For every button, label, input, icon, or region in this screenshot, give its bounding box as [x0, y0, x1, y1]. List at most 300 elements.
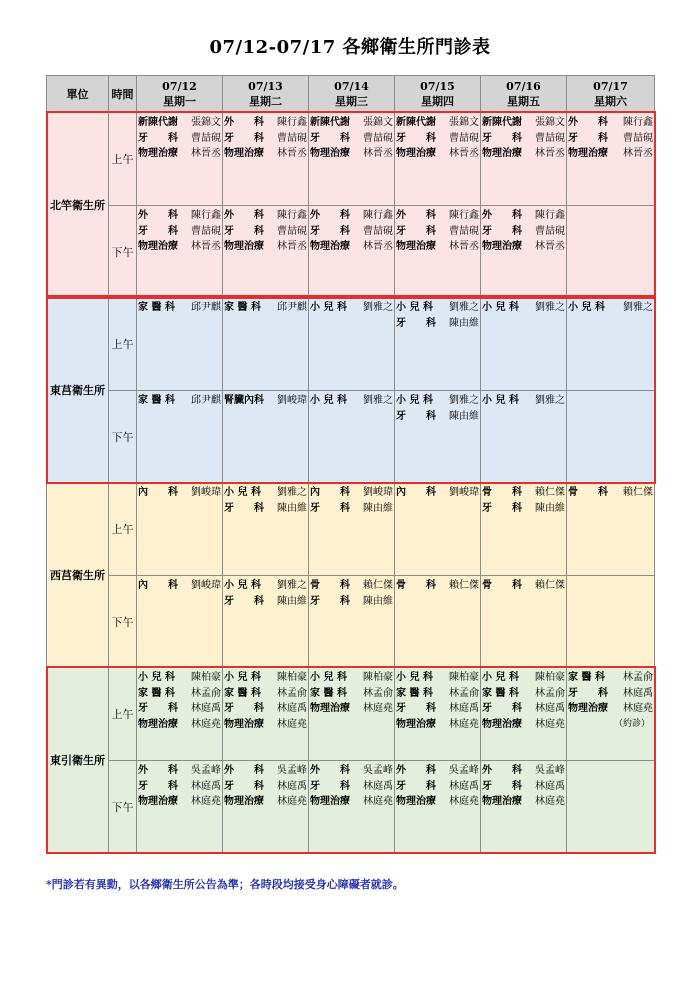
schedule-cell	[481, 483, 567, 576]
schedule-cell	[223, 668, 309, 761]
clinic-entry	[223, 686, 308, 702]
doctor-name: 劉雅之	[623, 302, 653, 313]
department-name: 物理治療	[310, 703, 350, 714]
clinic-entry	[137, 206, 222, 224]
clinic-entry	[309, 298, 394, 316]
department-name: 物理治療	[396, 241, 436, 252]
department-name: 骨 科	[482, 580, 522, 591]
clinic-entry	[137, 239, 222, 255]
day-weekday: 星期四	[421, 95, 454, 108]
doctor-name: 曹喆硯	[623, 132, 653, 144]
doctor-name: 陳行鑫	[277, 117, 307, 128]
day-header	[395, 76, 481, 113]
doctor-name: 林晉丞	[449, 241, 479, 252]
department-name: 物理治療	[568, 703, 608, 714]
clinic-entry	[223, 224, 308, 240]
department-name: 牙 科	[138, 132, 178, 144]
schedule-cell	[223, 576, 309, 668]
doctor-name: 陳由維	[277, 502, 307, 514]
header-row	[47, 76, 655, 113]
doctor-name: 張錦文	[535, 117, 565, 128]
department-name: 牙 科	[568, 132, 608, 144]
schedule-cell	[395, 391, 481, 483]
clinic-entry	[395, 239, 480, 255]
doctor-name: 林晉丞	[191, 148, 221, 159]
clinic-entry	[395, 391, 480, 409]
department-name: 家 醫 科	[482, 687, 519, 699]
doctor-name: 林晉丞	[535, 148, 565, 159]
department-name: 牙 科	[396, 317, 436, 329]
doctor-name: 吳孟峰	[535, 765, 565, 776]
department-name: 家 醫 科	[224, 687, 261, 699]
doctor-name: 陳柏豪	[449, 672, 479, 683]
department-name: 外 科	[138, 765, 178, 776]
department-name: 物理治療	[224, 796, 264, 807]
schedule-cell	[567, 668, 655, 761]
department-name: 牙 科	[482, 703, 522, 714]
doctor-name: 曹喆硯	[449, 132, 479, 144]
clinic-entry	[223, 576, 308, 594]
doctor-name: 林庭禹	[535, 703, 565, 714]
doctor-name: 邱尹麒	[277, 302, 307, 313]
clinic-entry	[395, 686, 480, 702]
department-name: 小 兒 科	[482, 672, 519, 683]
department-name: 家 醫 科	[138, 395, 175, 406]
department-name: 家 醫 科	[138, 687, 175, 699]
clinic-entry	[481, 146, 566, 162]
department-name: 外 科	[482, 765, 522, 776]
schedule-cell	[395, 483, 481, 576]
department-name: 內 科	[138, 580, 178, 591]
department-name: 物理治療	[224, 241, 264, 252]
doctor-name: 陳由維	[363, 502, 393, 514]
clinic-entry	[309, 239, 394, 255]
clinic-entry	[223, 594, 308, 610]
period-label: 上午	[109, 298, 137, 391]
clinic-entry	[395, 113, 480, 131]
clinic-entry	[137, 113, 222, 131]
doctor-name: 林庭堯	[363, 703, 393, 714]
clinic-entry	[137, 668, 222, 686]
clinic-entry	[137, 483, 222, 501]
clinic-entry	[567, 298, 654, 316]
day-weekday: 星期三	[335, 95, 368, 108]
doctor-name: 林庭禹	[535, 780, 565, 792]
doctor-name: 林孟俞	[623, 672, 653, 683]
department-name: 牙 科	[224, 595, 264, 607]
department-name: 家 醫 科	[138, 302, 175, 313]
unit-name: 北竿衛生所	[47, 113, 109, 298]
clinic-entry	[567, 686, 654, 702]
department-name: 外 科	[224, 210, 264, 221]
schedule-cell	[395, 668, 481, 761]
department-name: 家 醫 科	[568, 672, 605, 683]
clinic-entry	[223, 239, 308, 255]
clinic-entry	[223, 717, 308, 733]
schedule-cell	[567, 391, 655, 483]
department-name: 骨 科	[310, 580, 350, 591]
schedule-cell	[481, 761, 567, 853]
clinic-entry	[137, 794, 222, 810]
department-name: 外 科	[138, 210, 178, 221]
doctor-name: 林庭堯	[623, 703, 653, 714]
doctor-name: 劉雅之	[363, 302, 393, 313]
department-name: 牙 科	[396, 703, 436, 714]
doctor-name: 曹喆硯	[363, 132, 393, 144]
department-name: 小 兒 科	[224, 672, 261, 683]
doctor-name: 曹喆硯	[191, 225, 221, 237]
clinic-entry	[481, 298, 566, 316]
doctor-name: 劉峻瑋	[277, 395, 307, 406]
department-name: 物理治療	[310, 241, 350, 252]
clinic-entry	[309, 483, 394, 501]
period-label: 下午	[109, 761, 137, 853]
day-header	[567, 76, 655, 113]
department-name: 骨 科	[482, 487, 522, 498]
doctor-name: 吳孟峰	[363, 765, 393, 776]
schedule-cell	[137, 206, 223, 298]
clinic-entry	[481, 717, 566, 733]
period-label: 下午	[109, 576, 137, 668]
clinic-entry	[481, 576, 566, 594]
clinic-entry	[567, 701, 654, 717]
clinic-entry	[309, 113, 394, 131]
unit-name: 西莒衛生所	[47, 483, 109, 668]
day-date: 07/15	[420, 80, 455, 93]
clinic-entry	[395, 701, 480, 717]
doctor-name: 陳行鑫	[363, 210, 393, 221]
department-name: 小 兒 科	[396, 672, 433, 683]
day-weekday: 星期五	[507, 95, 540, 108]
department-name: 牙 科	[482, 225, 522, 237]
clinic-entry	[223, 501, 308, 517]
period-label: 下午	[109, 391, 137, 483]
department-name: 牙 科	[224, 132, 264, 144]
clinic-entry	[481, 779, 566, 795]
doctor-name: 陳由維	[277, 595, 307, 607]
doctor-name: 陳行鑫	[191, 210, 221, 221]
doctor-name: 曹喆硯	[449, 225, 479, 237]
department-name: 新陳代謝	[396, 117, 436, 128]
doctor-name: 林庭堯	[535, 718, 565, 730]
department-name: 牙 科	[138, 225, 178, 237]
department-name: 新陳代謝	[138, 117, 178, 128]
doctor-name: 張錦文	[191, 117, 221, 128]
department-name: 家 醫 科	[310, 687, 347, 699]
department-name: 外 科	[224, 117, 264, 128]
clinic-entry	[137, 298, 222, 316]
clinic-entry	[309, 779, 394, 795]
department-name: 小 兒 科	[310, 302, 347, 313]
department-name: 小 兒 科	[310, 672, 347, 683]
clinic-entry	[481, 239, 566, 255]
period-label: 下午	[109, 206, 137, 298]
doctor-name: 吳孟峰	[191, 765, 221, 776]
schedule-cell	[223, 206, 309, 298]
doctor-name: 賴仁傑	[535, 487, 565, 498]
department-name: 物理治療	[310, 148, 350, 159]
schedule-cell	[309, 206, 395, 298]
clinic-entry	[481, 668, 566, 686]
doctor-name: 邱尹麒	[191, 395, 221, 406]
schedule-cell	[223, 483, 309, 576]
schedule-cell	[481, 298, 567, 391]
doctor-name: 林庭堯	[277, 718, 307, 730]
unit-name: 東莒衛生所	[47, 298, 109, 483]
doctor-name: 林晉丞	[623, 148, 653, 159]
day-header	[481, 76, 567, 113]
clinic-entry	[395, 131, 480, 147]
clinic-entry	[223, 206, 308, 224]
doctor-name: 陳柏豪	[191, 672, 221, 683]
schedule-cell	[137, 298, 223, 391]
clinic-entry	[309, 668, 394, 686]
department-name: 牙 科	[310, 595, 350, 607]
department-name: 物理治療	[138, 148, 178, 159]
clinic-entry	[309, 224, 394, 240]
doctor-name: 陳柏豪	[535, 672, 565, 683]
day-weekday: 星期二	[249, 95, 282, 108]
clinic-entry	[223, 298, 308, 316]
doctor-name: 張錦文	[363, 117, 393, 128]
doctor-name: 吳孟峰	[277, 765, 307, 776]
schedule-cell	[567, 483, 655, 576]
clinic-entry	[481, 206, 566, 224]
department-name: 牙 科	[482, 502, 522, 514]
clinic-entry	[309, 501, 394, 517]
schedule-body	[47, 113, 655, 853]
department-name: 物理治療	[482, 148, 522, 159]
clinic-schedule-table	[46, 75, 655, 853]
clinic-entry	[223, 146, 308, 162]
clinic-entry	[309, 391, 394, 409]
department-name: 新陳代謝	[482, 117, 522, 128]
schedule-cell	[309, 298, 395, 391]
department-name: 外 科	[482, 210, 522, 221]
schedule-cell	[223, 298, 309, 391]
department-name: 物理治療	[568, 148, 608, 159]
schedule-cell	[223, 391, 309, 483]
department-name: 小 兒 科	[224, 580, 261, 591]
schedule-cell	[137, 668, 223, 761]
schedule-cell	[223, 113, 309, 206]
schedule-cell	[481, 576, 567, 668]
department-name: 外 科	[568, 117, 608, 128]
schedule-cell	[567, 206, 655, 298]
department-name: 內 科	[310, 487, 350, 498]
doctor-name: 陳由維	[535, 502, 565, 514]
department-name: 牙 科	[482, 132, 522, 144]
clinic-entry	[137, 131, 222, 147]
department-name: 牙 科	[310, 502, 350, 514]
schedule-cell	[309, 483, 395, 576]
department-name: 物理治療	[310, 796, 350, 807]
appointment-note: （約診）	[613, 718, 650, 729]
doctor-name: 林孟俞	[535, 687, 565, 699]
clinic-entry	[223, 131, 308, 147]
doctor-name: 林晉丞	[277, 241, 307, 252]
schedule-cell	[395, 761, 481, 853]
department-name: 物理治療	[138, 241, 178, 252]
doctor-name: 劉雅之	[449, 395, 479, 406]
department-name: 外 科	[310, 210, 350, 221]
clinic-entry	[309, 131, 394, 147]
department-name: 牙 科	[310, 225, 350, 237]
schedule-row	[47, 668, 655, 761]
doctor-name: 劉雅之	[535, 302, 565, 313]
department-name: 牙 科	[310, 132, 350, 144]
clinic-entry	[223, 794, 308, 810]
schedule-cell	[309, 113, 395, 206]
clinic-entry	[223, 668, 308, 686]
doctor-name: 林庭禹	[449, 703, 479, 714]
clinic-entry	[567, 668, 654, 686]
clinic-entry	[395, 779, 480, 795]
doctor-name: 林庭禹	[191, 703, 221, 714]
department-name: 牙 科	[224, 225, 264, 237]
doctor-name: 劉雅之	[277, 487, 307, 498]
doctor-name: 林孟俞	[363, 687, 393, 699]
day-weekday: 星期一	[163, 95, 196, 108]
clinic-entry	[567, 146, 654, 162]
day-date: 07/12	[162, 80, 197, 93]
clinic-entry	[223, 779, 308, 795]
clinic-entry	[395, 576, 480, 594]
clinic-entry	[309, 594, 394, 610]
clinic-entry	[395, 668, 480, 686]
doctor-name: 陳由維	[449, 410, 479, 422]
doctor-name: 林晉丞	[363, 241, 393, 252]
clinic-entry	[395, 146, 480, 162]
schedule-cell	[481, 668, 567, 761]
schedule-cell	[567, 576, 655, 668]
department-name: 物理治療	[482, 718, 522, 730]
clinic-entry	[309, 576, 394, 594]
clinic-entry	[137, 686, 222, 702]
doctor-name: 林晉丞	[277, 148, 307, 159]
clinic-entry	[481, 501, 566, 517]
doctor-name: 賴仁傑	[535, 580, 565, 591]
department-name: 牙 科	[138, 703, 178, 714]
schedule-cell	[137, 483, 223, 576]
doctor-name: 劉峻瑋	[363, 487, 393, 498]
clinic-entry	[395, 316, 480, 332]
clinic-entry	[223, 483, 308, 501]
department-name: 牙 科	[396, 132, 436, 144]
clinic-entry	[137, 146, 222, 162]
clinic-entry	[481, 761, 566, 779]
schedule-row	[47, 206, 655, 298]
schedule-row	[47, 113, 655, 206]
doctor-name: 陳行鑫	[623, 117, 653, 128]
doctor-name: 林庭禹	[277, 703, 307, 714]
doctor-name: 林晉丞	[363, 148, 393, 159]
unit-header: 單位	[47, 76, 109, 113]
department-name: 牙 科	[396, 410, 436, 422]
doctor-name: 張錦文	[449, 117, 479, 128]
department-name: 物理治療	[396, 148, 436, 159]
clinic-entry	[309, 206, 394, 224]
department-name: 物理治療	[224, 718, 264, 730]
department-name: 內 科	[396, 487, 436, 498]
department-name: 物理治療	[138, 718, 178, 730]
clinic-entry	[481, 113, 566, 131]
clinic-entry	[137, 761, 222, 779]
department-name: 小 兒 科	[482, 302, 519, 313]
clinic-entry	[481, 701, 566, 717]
clinic-entry	[395, 483, 480, 501]
department-name: 小 兒 科	[568, 302, 605, 313]
period-label: 上午	[109, 113, 137, 206]
clinic-entry	[481, 686, 566, 702]
clinic-entry	[223, 113, 308, 131]
page-title: 07/12-07/17 各鄉衛生所門診表	[209, 37, 491, 58]
period-label: 上午	[109, 668, 137, 761]
doctor-name: 陳柏豪	[363, 672, 393, 683]
doctor-name: 賴仁傑	[449, 580, 479, 591]
doctor-name: 劉雅之	[449, 302, 479, 313]
department-name: 物理治療	[482, 796, 522, 807]
doctor-name: 林庭禹	[277, 780, 307, 792]
schedule-cell	[481, 206, 567, 298]
clinic-entry	[309, 701, 394, 717]
clinic-entry	[223, 701, 308, 717]
schedule-cell	[395, 298, 481, 391]
unit-name: 東引衛生所	[47, 668, 109, 853]
doctor-name: 陳由維	[363, 595, 393, 607]
schedule-cell	[137, 113, 223, 206]
department-name: 骨 科	[568, 487, 608, 498]
department-name: 物理治療	[482, 241, 522, 252]
department-name: 物理治療	[224, 148, 264, 159]
schedule-cell	[567, 113, 655, 206]
schedule-cell	[309, 576, 395, 668]
doctor-name: 邱尹麒	[191, 302, 221, 313]
doctor-name: 劉雅之	[363, 395, 393, 406]
department-name: 腎臟內科	[224, 395, 264, 406]
schedule-row	[47, 483, 655, 576]
period-header: 時間	[109, 76, 137, 113]
clinic-entry	[137, 391, 222, 409]
schedule-row	[47, 576, 655, 668]
doctor-name: 林庭禹	[623, 687, 653, 699]
doctor-name: 曹喆硯	[191, 132, 221, 144]
department-name: 外 科	[396, 210, 436, 221]
period-label: 上午	[109, 483, 137, 576]
clinic-entry	[395, 717, 480, 733]
clinic-entry	[223, 761, 308, 779]
clinic-entry	[395, 224, 480, 240]
department-name: 外 科	[310, 765, 350, 776]
clinic-entry	[309, 686, 394, 702]
doctor-name: 陳由維	[449, 317, 479, 329]
department-name: 物理治療	[396, 796, 436, 807]
schedule-row	[47, 761, 655, 853]
doctor-name: 曹喆硯	[277, 225, 307, 237]
department-name: 新陳代謝	[310, 117, 350, 128]
doctor-name: 曹喆硯	[535, 225, 565, 237]
department-name: 小 兒 科	[482, 395, 519, 406]
schedule-cell	[309, 391, 395, 483]
day-date: 07/14	[334, 80, 369, 93]
department-name: 小 兒 科	[396, 395, 433, 406]
doctor-name: 林庭堯	[449, 718, 479, 730]
department-name: 牙 科	[224, 502, 264, 514]
day-header	[223, 76, 309, 113]
schedule-cell	[137, 576, 223, 668]
schedule-cell	[137, 761, 223, 853]
clinic-entry	[137, 779, 222, 795]
